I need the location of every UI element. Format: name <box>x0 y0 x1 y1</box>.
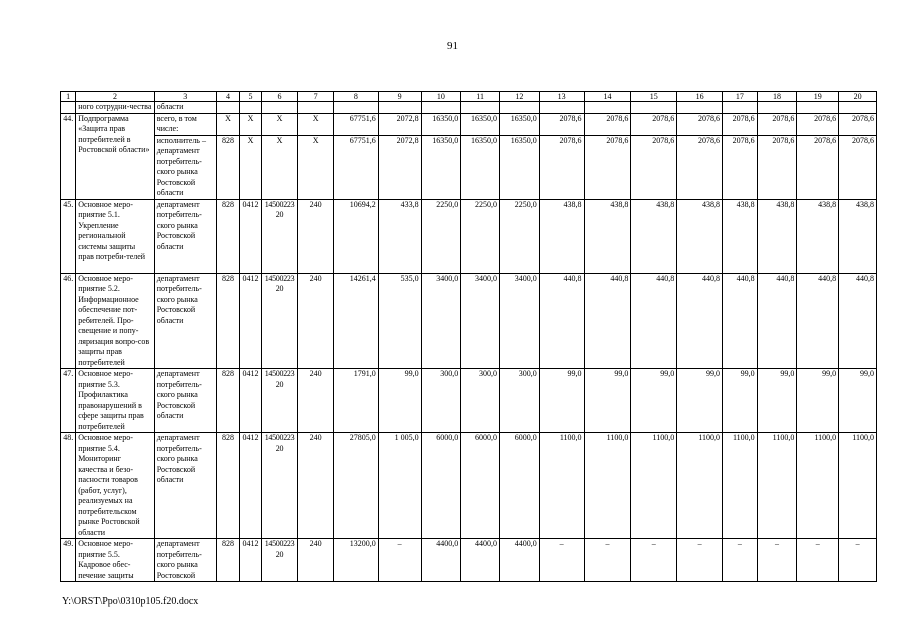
column-number: 3 <box>154 92 216 102</box>
cell-value: 6000,0 <box>499 433 539 539</box>
column-number: 12 <box>499 92 539 102</box>
cell-value: – <box>723 539 758 582</box>
cell-value: 438,8 <box>797 199 839 273</box>
cell-value: 4400,0 <box>421 539 461 582</box>
cell-value: 440,8 <box>539 273 584 369</box>
cell-value: 16350,0 <box>499 135 539 199</box>
cell-value: 1100,0 <box>631 433 677 539</box>
cell-rzpr: 0412 <box>240 539 261 582</box>
table-row <box>61 135 877 199</box>
cell-value: 67751,6 <box>333 135 378 199</box>
cell-value: 2078,6 <box>584 135 631 199</box>
budget-table <box>60 91 877 582</box>
column-number: 4 <box>216 92 239 102</box>
cell-vr: 240 <box>298 433 334 539</box>
column-number: 14 <box>584 92 631 102</box>
cell-value: 2250,0 <box>461 199 500 273</box>
cell-value: 16350,0 <box>421 135 461 199</box>
cell-value: 3400,0 <box>461 273 500 369</box>
cell-value: 433,8 <box>378 199 421 273</box>
cell-grbs: 828 <box>216 135 239 199</box>
cell-value: 440,8 <box>631 273 677 369</box>
cell-value: 16350,0 <box>461 135 500 199</box>
cell-value: 2078,6 <box>584 113 631 135</box>
cell-value: 10694,2 <box>333 199 378 273</box>
file-path-footer: Y:\ORST\Ppo\0310p105.f20.docx <box>62 596 199 607</box>
cell-value: – <box>839 539 877 582</box>
column-number: 1 <box>61 92 76 102</box>
cell-rzpr: X <box>240 113 261 135</box>
column-number: 9 <box>378 92 421 102</box>
column-number: 2 <box>76 92 154 102</box>
cell-executor: департамент потребитель-ского рынка Ростовской области <box>154 273 216 369</box>
cell-value: 2072,8 <box>378 135 421 199</box>
cell-csr: 1450022320 <box>261 273 298 369</box>
cell-value: 1791,0 <box>333 369 378 433</box>
cell-value: 1 005,0 <box>378 433 421 539</box>
cell-index <box>61 102 76 114</box>
cell-value: 438,8 <box>539 199 584 273</box>
column-number-row <box>61 92 877 102</box>
cell-rzpr: 0412 <box>240 273 261 369</box>
cell-index: 47. <box>61 369 76 433</box>
cell-index: 46. <box>61 273 76 369</box>
cell-value: 99,0 <box>723 369 758 433</box>
cell-value: 99,0 <box>539 369 584 433</box>
cell-value: 3400,0 <box>421 273 461 369</box>
cell-value: 99,0 <box>677 369 723 433</box>
cell-value: 99,0 <box>378 369 421 433</box>
cell-value: 1100,0 <box>723 433 758 539</box>
cell-value: 1100,0 <box>839 433 877 539</box>
cell-value: 2078,6 <box>797 135 839 199</box>
cell-value: 2078,6 <box>797 113 839 135</box>
cell-index: 49. <box>61 539 76 582</box>
cell-value: 2078,6 <box>839 113 877 135</box>
cell-value: 300,0 <box>421 369 461 433</box>
cell-value: 1100,0 <box>757 433 797 539</box>
cell-grbs: 828 <box>216 539 239 582</box>
cell-name: Основное меро-приятие 5.3. Профилактика правонарушений в сфере защиты прав потребителей <box>76 369 154 433</box>
cell-value: 440,8 <box>723 273 758 369</box>
cell-value: – <box>757 539 797 582</box>
cell-rzpr: 0412 <box>240 369 261 433</box>
column-number: 18 <box>757 92 797 102</box>
cell-executor: департамент потребитель-ского рынка Ростовской области <box>154 433 216 539</box>
cell-value: 2078,6 <box>677 113 723 135</box>
cell-executor: департамент потребитель-ского рынка Ростовской области <box>154 369 216 433</box>
cell-csr: 1450022320 <box>261 199 298 273</box>
cell-name: Основное меро-приятие 5.1. Укрепление региональной системы защиты прав потреби-телей <box>76 199 154 273</box>
table-row <box>61 113 877 135</box>
cell-value: 2078,6 <box>757 135 797 199</box>
cell-name: Основное меро-приятие 5.5. Кадровое обес-печение защиты <box>76 539 154 582</box>
cell-value: 2078,6 <box>631 113 677 135</box>
cell-name: Основное меро-приятие 5.4. Мониторинг качества и безо-пасности товаров (работ, услуг), реализуемых на потребительском рынке Ростовской области <box>76 433 154 539</box>
cell-value: 2078,6 <box>631 135 677 199</box>
cell-value: 1100,0 <box>677 433 723 539</box>
cell-rzpr: 0412 <box>240 433 261 539</box>
cell-value: – <box>584 539 631 582</box>
cell-index: 45. <box>61 199 76 273</box>
cell-value: 14261,4 <box>333 273 378 369</box>
column-number: 16 <box>677 92 723 102</box>
column-number: 19 <box>797 92 839 102</box>
cell-rzpr: X <box>240 135 261 199</box>
column-number: 6 <box>261 92 298 102</box>
cell-executor: всего, в том числе: <box>154 113 216 135</box>
cell-grbs: 828 <box>216 433 239 539</box>
cell-value: 99,0 <box>797 369 839 433</box>
cell-value: 438,8 <box>723 199 758 273</box>
cell-value: 2250,0 <box>421 199 461 273</box>
cell-csr: 1450022320 <box>261 433 298 539</box>
cell-value: – <box>797 539 839 582</box>
table-row <box>61 539 877 582</box>
cell-value: 99,0 <box>757 369 797 433</box>
cell-value: 438,8 <box>677 199 723 273</box>
column-number: 17 <box>723 92 758 102</box>
cell-value: – <box>378 539 421 582</box>
cell-value: 6000,0 <box>421 433 461 539</box>
cell-value: 2078,6 <box>539 113 584 135</box>
cell-value: 438,8 <box>757 199 797 273</box>
cell-grbs: 828 <box>216 369 239 433</box>
cell-value: 2072,8 <box>378 113 421 135</box>
cell-value: 440,8 <box>839 273 877 369</box>
column-number: 20 <box>839 92 877 102</box>
continuation-row <box>61 102 877 114</box>
cell-value: 99,0 <box>631 369 677 433</box>
cell-value: 16350,0 <box>499 113 539 135</box>
cell-value: 1100,0 <box>797 433 839 539</box>
cell-value: 2250,0 <box>499 199 539 273</box>
cell-rzpr: 0412 <box>240 199 261 273</box>
cell-value: 438,8 <box>631 199 677 273</box>
cell-value: 16350,0 <box>421 113 461 135</box>
cell-value: 1100,0 <box>584 433 631 539</box>
cell-name: Основное меро-приятие 5.2. Информационное обеспечение пот-ребителей. Про-свещение и попу-ляризация вопро-сов защиты прав потребителей <box>76 273 154 369</box>
cell-executor: департамент потребитель-ского рынка Ростовской <box>154 539 216 582</box>
cell-value: 99,0 <box>584 369 631 433</box>
cell-executor: области <box>154 102 216 114</box>
cell-grbs: 828 <box>216 199 239 273</box>
cell-grbs: X <box>216 113 239 135</box>
cell-csr: X <box>261 113 298 135</box>
cell-vr: X <box>298 113 334 135</box>
cell-value: 13200,0 <box>333 539 378 582</box>
cell-value: 67751,6 <box>333 113 378 135</box>
column-number: 8 <box>333 92 378 102</box>
cell-vr: 240 <box>298 539 334 582</box>
cell-grbs: 828 <box>216 273 239 369</box>
cell-value: 2078,6 <box>539 135 584 199</box>
cell-index: 48. <box>61 433 76 539</box>
cell-value: 535,0 <box>378 273 421 369</box>
cell-vr: 240 <box>298 369 334 433</box>
cell-value: 6000,0 <box>461 433 500 539</box>
column-number: 10 <box>421 92 461 102</box>
cell-value: 99,0 <box>839 369 877 433</box>
column-number: 5 <box>240 92 261 102</box>
cell-value: 2078,6 <box>757 113 797 135</box>
cell-value: 440,8 <box>797 273 839 369</box>
table-row <box>61 273 877 369</box>
cell-value: 16350,0 <box>461 113 500 135</box>
cell-executor: департамент потребитель-ского рынка Ростовской области <box>154 199 216 273</box>
cell-value: 440,8 <box>757 273 797 369</box>
column-number: 11 <box>461 92 500 102</box>
cell-value: 2078,6 <box>723 135 758 199</box>
cell-value: – <box>631 539 677 582</box>
table-row <box>61 369 877 433</box>
cell-vr: 240 <box>298 199 334 273</box>
column-number: 15 <box>631 92 677 102</box>
cell-value: 440,8 <box>677 273 723 369</box>
cell-value: – <box>539 539 584 582</box>
table-row <box>61 433 877 539</box>
cell-value: 2078,6 <box>839 135 877 199</box>
cell-value: 300,0 <box>461 369 500 433</box>
cell-name: ного сотрудни-чества <box>76 102 154 114</box>
page-number: 91 <box>447 40 458 52</box>
cell-value: 27805,0 <box>333 433 378 539</box>
cell-csr: X <box>261 135 298 199</box>
cell-value: 440,8 <box>584 273 631 369</box>
cell-value: 300,0 <box>499 369 539 433</box>
cell-value: 4400,0 <box>499 539 539 582</box>
cell-value: 4400,0 <box>461 539 500 582</box>
column-number: 7 <box>298 92 334 102</box>
cell-vr: 240 <box>298 273 334 369</box>
cell-name: Подпрограмма «Защита прав потребителей в Ростовской области» <box>76 113 154 199</box>
cell-value: 1100,0 <box>539 433 584 539</box>
table-row <box>61 199 877 273</box>
cell-value: 438,8 <box>839 199 877 273</box>
column-number: 13 <box>539 92 584 102</box>
cell-value: 2078,6 <box>677 135 723 199</box>
cell-executor: исполнитель – департамент потребитель-ского рынка Ростовской области <box>154 135 216 199</box>
cell-value: 2078,6 <box>723 113 758 135</box>
cell-value: – <box>677 539 723 582</box>
cell-value: 438,8 <box>584 199 631 273</box>
cell-vr: X <box>298 135 334 199</box>
cell-csr: 1450022320 <box>261 539 298 582</box>
cell-index: 44. <box>61 113 76 199</box>
cell-value: 3400,0 <box>499 273 539 369</box>
cell-csr: 1450022320 <box>261 369 298 433</box>
